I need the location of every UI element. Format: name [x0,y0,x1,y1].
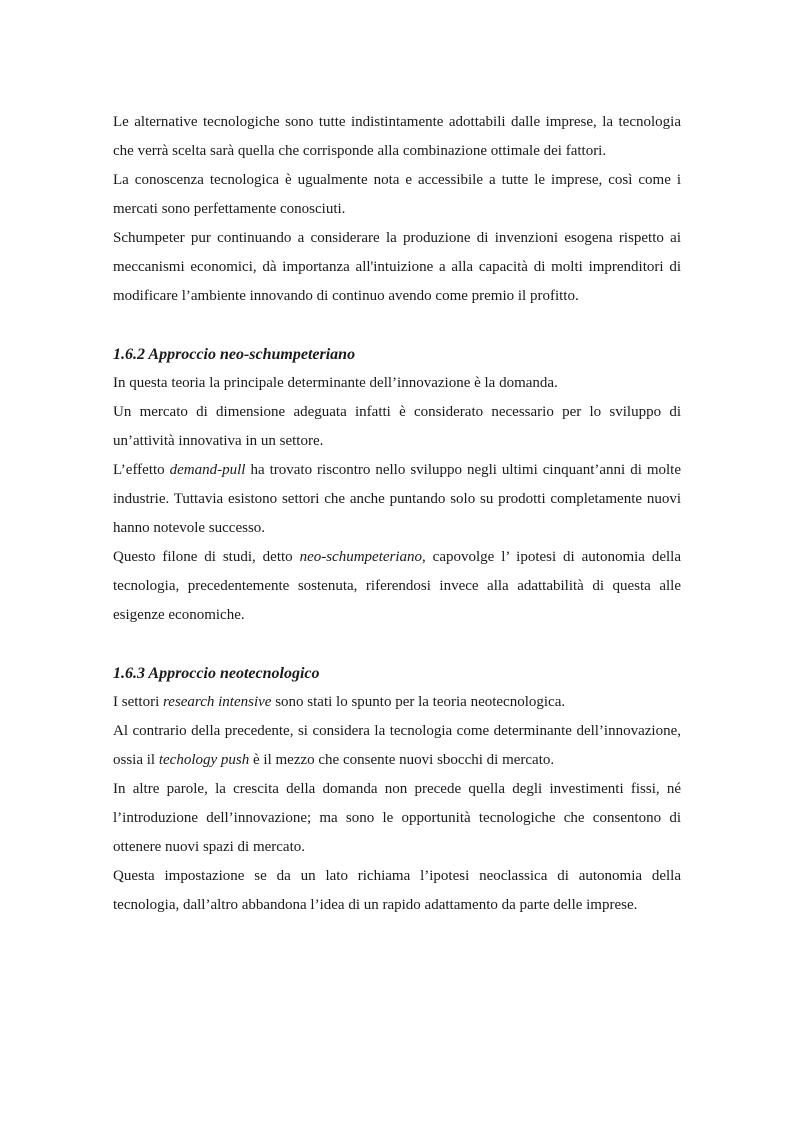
paragraph [113,717,681,775]
text-run: sono stati lo spunto per la teoria neotecnologica. [271,694,566,710]
paragraph: In altre parole, la crescita della domanda non precede quella degli investimenti fissi, né l’introduzione dell’innovazione; ma sono le opportunità tecnologiche che consentono di ottenere nuovi spazi di mercato. [113,781,681,855]
italic-term: neo-schumpeteriano [299,549,423,565]
italic-term: demand-pull [169,462,246,478]
italic-term: research intensive [163,694,272,710]
paragraph [113,688,681,717]
paragraph: La conoscenza tecnologica è ugualmente nota e accessibile a tutte le imprese, così come i mercati sono perfettamente conosciuti. [113,172,681,217]
section-gap [113,311,681,340]
paragraph: Un mercato di dimensione adeguata infatti è considerato necessario per lo sviluppo di un’attività innovativa in un settore. [113,404,681,449]
text-run: è il mezzo che consente nuovi sbocchi di mercato. [249,752,555,768]
paragraph: Schumpeter pur continuando a considerare la produzione di invenzioni esogena rispetto ai meccanismi economici, dà importanza all'intuizione a alla capacità di molti imprenditori di modificare l’ambiente innovando di continuo avendo come premio il profitto. [113,230,681,304]
text-run: I settori [113,694,163,710]
paragraph [113,456,681,543]
document-page [113,108,681,920]
italic-term: techology push [158,752,250,768]
paragraph: Questa impostazione se da un lato richiama l’ipotesi neoclassica di autonomia della tecnologia, dall’altro abbandona l’idea di un rapido adattamento da parte delle imprese. [113,868,681,913]
text-run: , capovolge l’ ipotesi di autonomia della tecnologia, precedentemente sostenuta, riferendosi invece alla adattabilità di questa alle esigenze economiche. [113,549,681,623]
section-heading: 1.6.2 Approccio neo-schumpeteriano [113,346,356,363]
section-gap [113,630,681,659]
text-run: Al contrario della precedente, si considera la tecnologia come determinante dell’innovazione, ossia il [113,723,681,768]
paragraph: In questa teoria la principale determinante dell’innovazione è la domanda. [113,375,558,391]
text-run: Questo filone di studi, detto [113,549,300,565]
paragraph: Le alternative tecnologiche sono tutte indistintamente adottabili dalle imprese, la tecnologia che verrà scelta sarà quella che corrisponde alla combinazione ottimale dei fattori. [113,114,681,159]
text-run: L’effetto [113,462,170,478]
paragraph [113,543,681,630]
text-run: ha trovato riscontro nello sviluppo negli ultimi cinquant’anni di molte industrie. Tuttavia esistono settori che anche puntando solo su prodotti completamente nuovi hanno notevole successo. [113,462,682,536]
section-heading: 1.6.3 Approccio neotecnologico [113,665,320,682]
